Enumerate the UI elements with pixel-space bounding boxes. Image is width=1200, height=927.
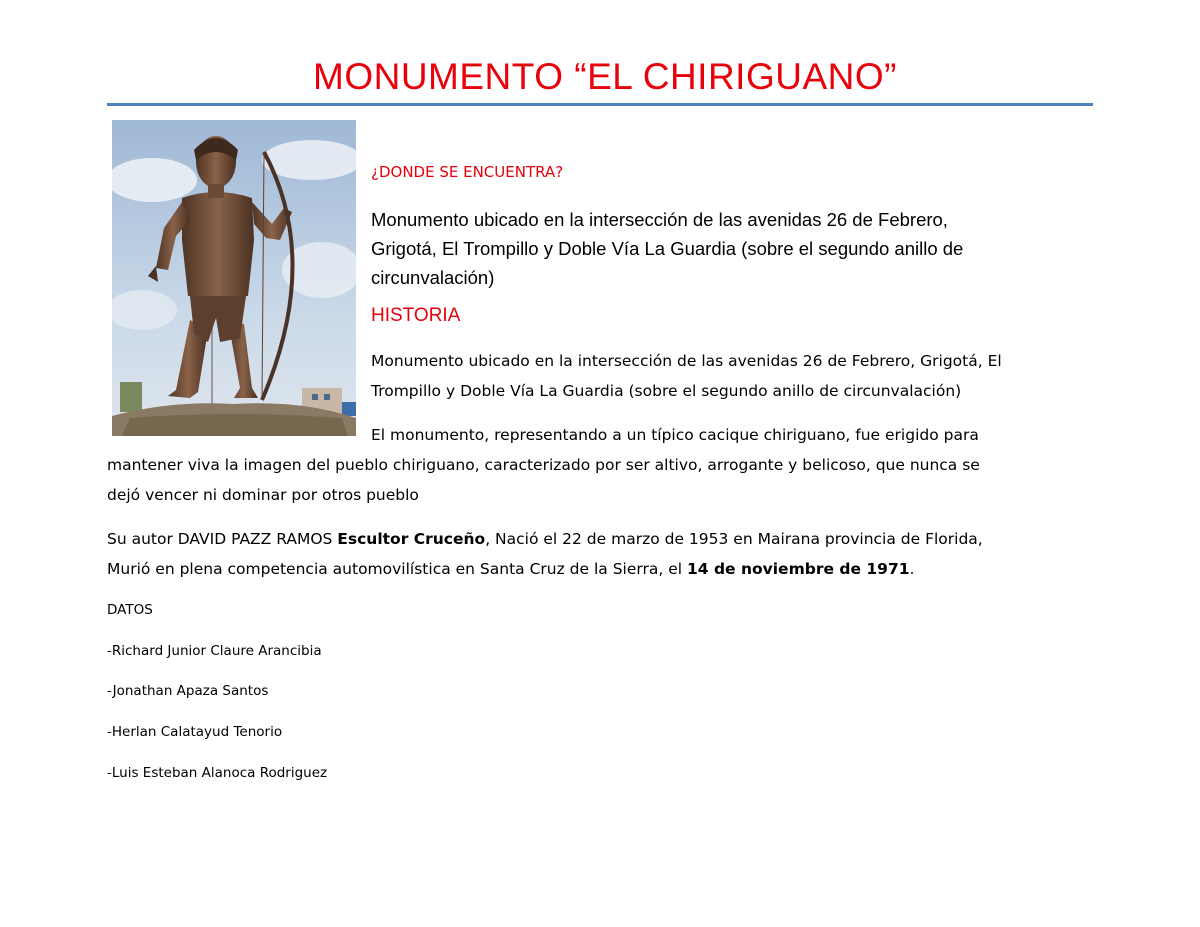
- history-p1-line-1: Monumento ubicado en la intersección de las avenidas 26 de Febrero, Grigotá, El: [371, 352, 1002, 370]
- history-p2-line-1: El monumento, representando a un típico cacique chiriguano, fue erigido para: [371, 426, 979, 444]
- history-heading: HISTORIA: [371, 305, 461, 326]
- author-line-1-pre: Su autor DAVID PAZZ RAMOS: [107, 530, 338, 548]
- location-heading: ¿DONDE SE ENCUENTRA?: [371, 163, 564, 181]
- author-line-1-bold: Escultor Cruceño: [337, 530, 486, 548]
- author-line-2-post: .: [909, 560, 915, 578]
- member-2: -Jonathan Apaza Santos: [107, 683, 269, 699]
- member-3: -Herlan Calatayud Tenorio: [107, 724, 283, 740]
- history-p2-line-3: dejó vencer ni dominar por otros pueblo: [107, 486, 419, 504]
- history-paragraph-1: [371, 346, 1002, 406]
- datos-heading: DATOS: [107, 602, 153, 618]
- member-1: -Richard Junior Claure Arancibia: [107, 643, 322, 659]
- author-line-1-post: , Nació el 22 de marzo de 1953 en Mairana provincia de Florida,: [485, 530, 983, 548]
- author-line-2: [107, 554, 914, 584]
- statue-illustration: [112, 120, 356, 436]
- author-line-1: [107, 524, 983, 554]
- author-line-2-bold: 14 de noviembre de 1971: [686, 560, 910, 578]
- location-line-3: circunvalación): [371, 267, 495, 288]
- location-paragraph: [371, 205, 1071, 292]
- document-title: MONUMENTO “EL CHIRIGUANO”: [313, 56, 897, 97]
- title-underline: [107, 103, 1093, 106]
- member-4: -Luis Esteban Alanoca Rodriguez: [107, 765, 328, 781]
- history-p2-line-2: mantener viva la imagen del pueblo chiriguano, caracterizado por ser altivo, arrogante y belicoso, que nunca se: [107, 456, 980, 474]
- author-line-2-pre: Murió en plena competencia automovilística en Santa Cruz de la Sierra, el: [107, 560, 687, 578]
- history-p1-line-2: Trompillo y Doble Vía La Guardia (sobre el segundo anillo de circunvalación): [371, 382, 962, 400]
- chiriguano-statue-photo-icon: [112, 120, 356, 436]
- location-line-1: Monumento ubicado en la intersección de las avenidas 26 de Febrero,: [371, 209, 948, 230]
- location-line-2: Grigotá, El Trompillo y Doble Vía La Guardia (sobre el segundo anillo de: [371, 238, 964, 259]
